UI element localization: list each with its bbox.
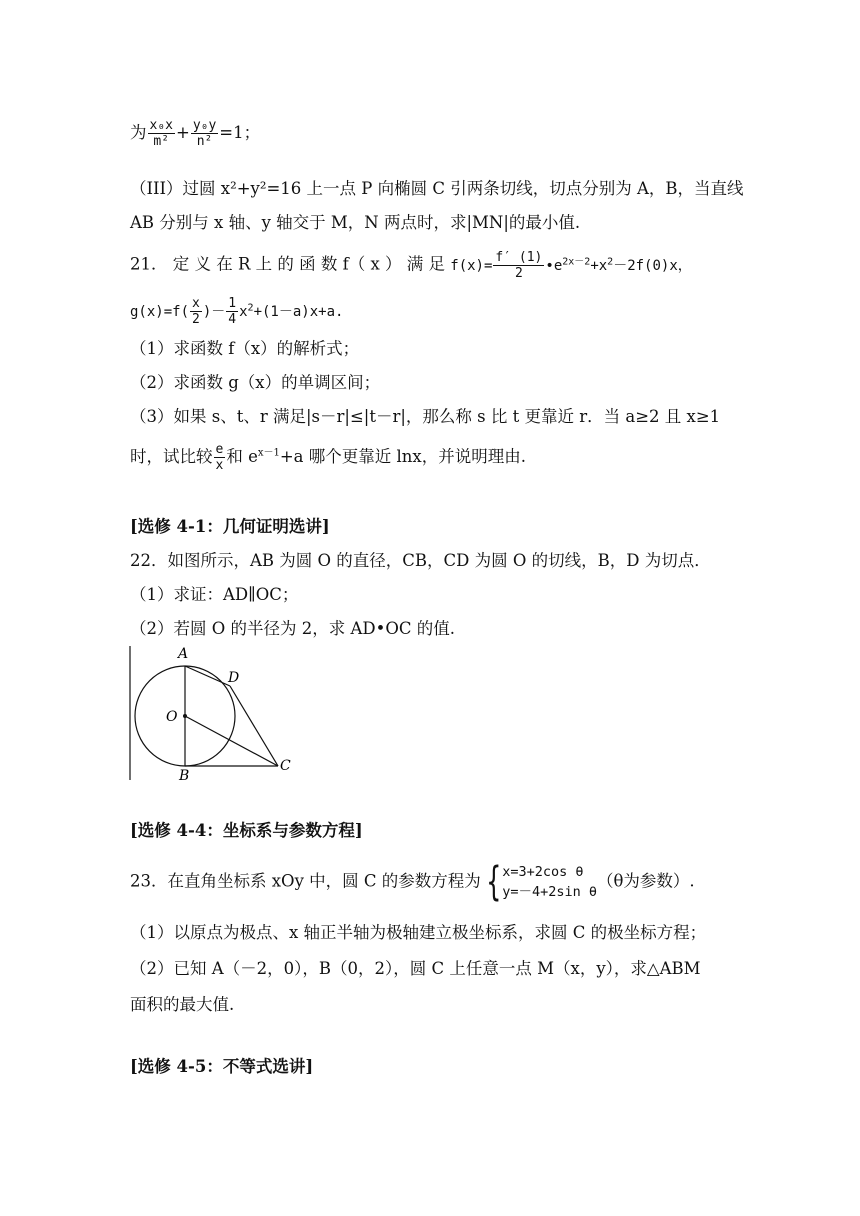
section-4-4-title: [选修 4-4：坐标系与参数方程] <box>130 821 363 840</box>
q23-part2: （2）已知 A（－2，0），B（0，2），圆 C 上任意一点 M（x，y），求△ABM <box>130 959 701 978</box>
q21-g-fraction-2: $\frac{1}{4}$ <box>228 296 237 327</box>
q20-suffix: =1； <box>219 123 261 142</box>
q21-g-fraction-1: $\frac{x}{2}$ <box>192 296 200 327</box>
q21-part3: （3）如果 s、t、r 满足|s－r|≤|t－r|，那么称 s 比 t 更靠近 r．当 a≥2 且 x≥1 <box>130 407 721 426</box>
q21-f-formula: f(x)= $\frac{f' (1)}{2}$ $•e^{2x-2}+x^2-2f(0)x$， <box>450 250 692 281</box>
q22-part1: （1）求证：AD∥OC； <box>130 585 299 604</box>
q20-part3-line1: （III）过圆 x²+y²=16 上一点 P 向椭圆 C 引两条切线，切点分别为 A，B，当直线 <box>130 179 744 198</box>
fig-label-b: B <box>179 768 190 782</box>
q23-parametric-system: { x=3+2cos θ y=－4+2sin θ <box>485 859 597 905</box>
fig-label-d: D <box>228 670 240 686</box>
section-4-5-title: [选修 4-5：不等式选讲] <box>130 1057 314 1076</box>
q21-intro: 21． 定 义 在 R 上 的 函 数 f（ x ） 满 足 <box>130 254 446 274</box>
q21-e-over-x: $\frac{e}{x}$ <box>215 442 224 473</box>
q21-fprime-fraction: $\frac{f' (1)}{2}$ <box>495 250 543 281</box>
fig-label-o: O <box>166 709 178 725</box>
q21-definition-line <box>130 250 692 281</box>
q21-part1: （1）求函数 f（x）的解析式； <box>130 339 360 358</box>
q21-part3-cont: 时，试比较 $\frac{e}{x}$ 和 $e^{x-1}+a$ 哪个更靠近 lnx，并说明理由. <box>130 442 526 473</box>
q20-plus: + <box>175 123 190 142</box>
q20-prefix: 为 <box>130 123 147 142</box>
q21-g-line <box>130 296 343 327</box>
q20-formula-line <box>130 118 260 149</box>
q23-statement: 23．在直角坐标系 xOy 中，圆 C 的参数方程为 { x=3+2cos θ y=－4+2sin θ （θ为参数）. <box>130 859 695 905</box>
q22-geometry-figure <box>128 642 298 786</box>
q20-fraction-1: $\frac{\text{x₀x}}{\text{m²}}$ <box>149 118 173 149</box>
q23-part1: （1）以原点为极点、x 轴正半轴为极轴建立极坐标系，求圆 C 的极坐标方程； <box>130 923 707 942</box>
q20-fraction-2: $\frac{\text{y₀y}}{\text{n²}}$ <box>192 118 217 149</box>
q21-part2: （2）求函数 g（x）的单调区间； <box>130 373 381 392</box>
q22-part2: （2）若圆 O 的半径为 2，求 AD•OC 的值. <box>130 619 456 638</box>
fig-label-c: C <box>280 758 291 774</box>
q21-g-formula: g(x)=f( $\frac{x}{2}$ )－ $\frac{1}{4}$ $x^2+(1-a)x+a$. <box>130 296 344 327</box>
fig-label-a: A <box>178 646 189 662</box>
section-4-1-title: [选修 4-1：几何证明选讲] <box>130 517 330 536</box>
q22-statement: 22．如图所示，AB 为圆 O 的直径，CB，CD 为圆 O 的切线，B，D 为切点． <box>130 551 711 570</box>
q20-part3-line2: AB 分别与 x 轴、y 轴交于 M，N 两点时，求|MN|的最小值. <box>130 213 581 232</box>
q23-part2-cont: 面积的最大值. <box>130 995 235 1014</box>
